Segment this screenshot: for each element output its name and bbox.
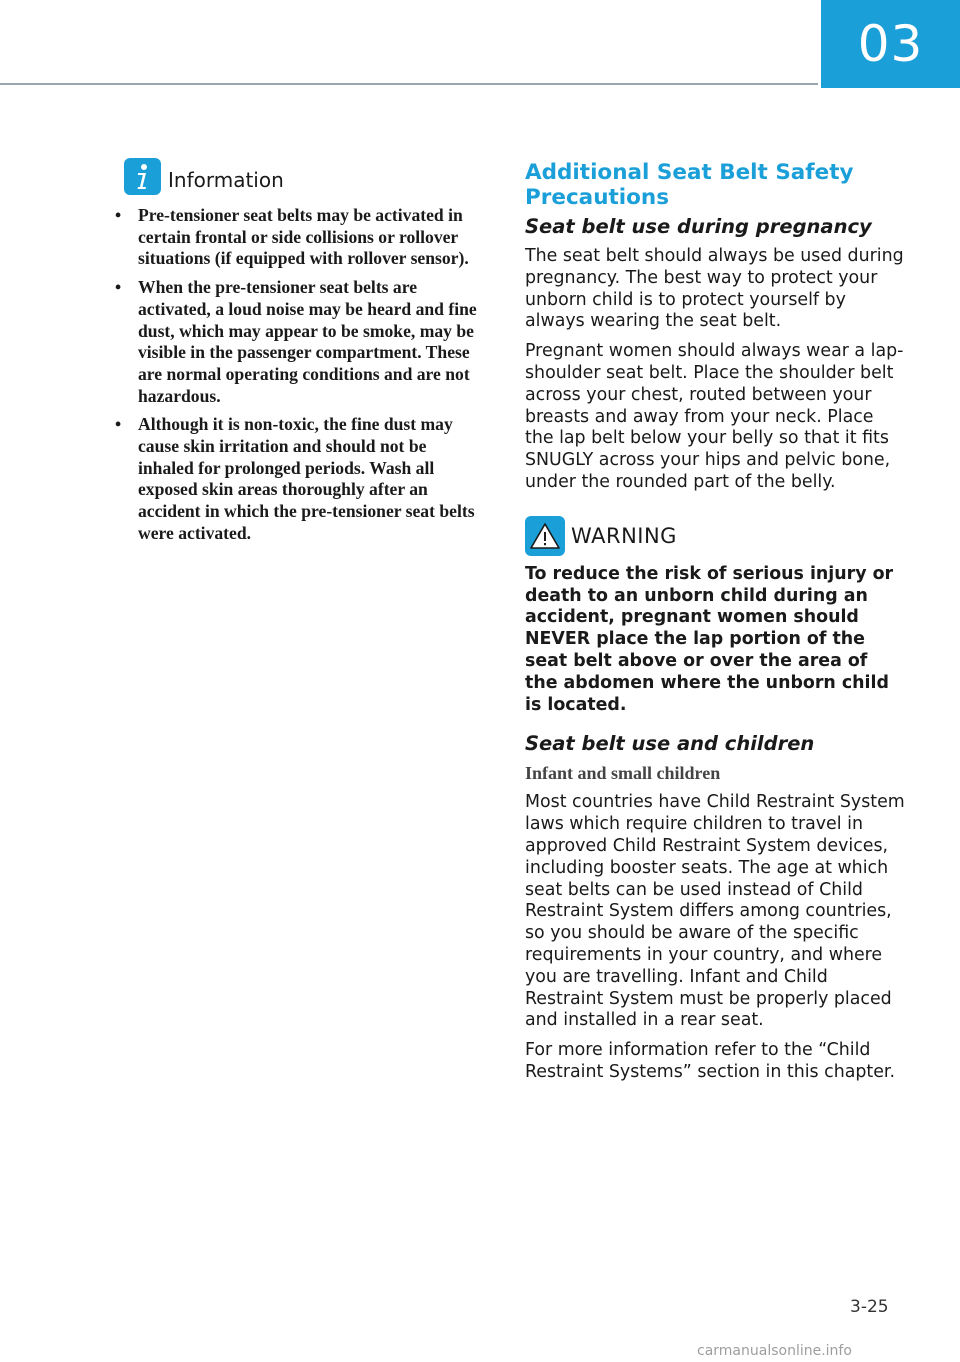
page-number: 3-25 — [850, 1297, 889, 1317]
information-box — [112, 158, 484, 552]
warning-text: To reduce the risk of serious injury or death to an unborn child during an accident, pregnant women should NEVER place the lap portion of the seat belt above or over the area of the abdomen where the unborn child is located. — [525, 563, 894, 715]
warning-triangle-icon — [525, 516, 565, 556]
pregnancy-paragraph: The seat belt should always be used during pregnancy. The best way to protect your unborn child is to protect yourself by always wearing the seat belt. — [525, 246, 904, 332]
children-heading: Seat belt use and children — [525, 732, 815, 756]
pregnancy-heading: Seat belt use during pregnancy — [525, 215, 872, 238]
safety-precautions-column — [525, 160, 905, 1092]
children-paragraph: For more information refer to the “Child Restraint Systems” section in this chapter. — [525, 1040, 896, 1082]
watermark: carmanualsonline.info — [697, 1343, 852, 1359]
infant-subheading: Infant and small children — [525, 763, 721, 784]
warning-heading — [525, 516, 905, 556]
chapter-number: 03 — [857, 15, 924, 73]
information-heading — [124, 158, 484, 195]
information-bullet: • Although it is non-toxic, the fine dust may cause skin irritation and should not be inhaled for prolonged periods. Wash all exposed skin areas thoroughly after an accident in which the pre-tensioner seat belts were activated. — [112, 414, 484, 544]
information-bullet: • When the pre-tensioner seat belts are activated, a loud noise may be heard and fine dust, which may appear to be smoke, may be visible in the passenger compartment. These are normal operating conditions and are not hazardous. — [112, 277, 484, 407]
information-bullet-list — [112, 205, 484, 545]
section-title: Additional Seat Belt Safety Precautions — [525, 160, 854, 210]
children-paragraph: Most countries have Child Restraint System laws which require children to travel in approved Child Restraint System devices, including booster seats. The age at which seat belts can be used instead of Child Restraint System differs among countries, so you should be aware of the specific requirements in your country, and where you are travelling. Infant and Child Restraint System must be properly placed and installed in a rear seat. — [525, 792, 905, 1031]
info-icon — [124, 158, 161, 195]
chapter-tab — [821, 0, 960, 88]
pregnancy-paragraph: Pregnant women should always wear a lap-shoulder seat belt. Place the shoulder belt across your chest, routed between your breasts and away from your neck. Place the lap belt below your belly so that it fits SNUGLY across your hips and pelvic bone, under the rounded part of the belly. — [525, 341, 904, 492]
warning-label: WARNING — [571, 523, 677, 548]
information-label: Information — [168, 167, 284, 192]
header-rule — [0, 83, 818, 85]
information-bullet: • Pre-tensioner seat belts may be activated in certain frontal or side collisions or rollover situations (if equipped with rollover sensor). — [112, 205, 484, 270]
